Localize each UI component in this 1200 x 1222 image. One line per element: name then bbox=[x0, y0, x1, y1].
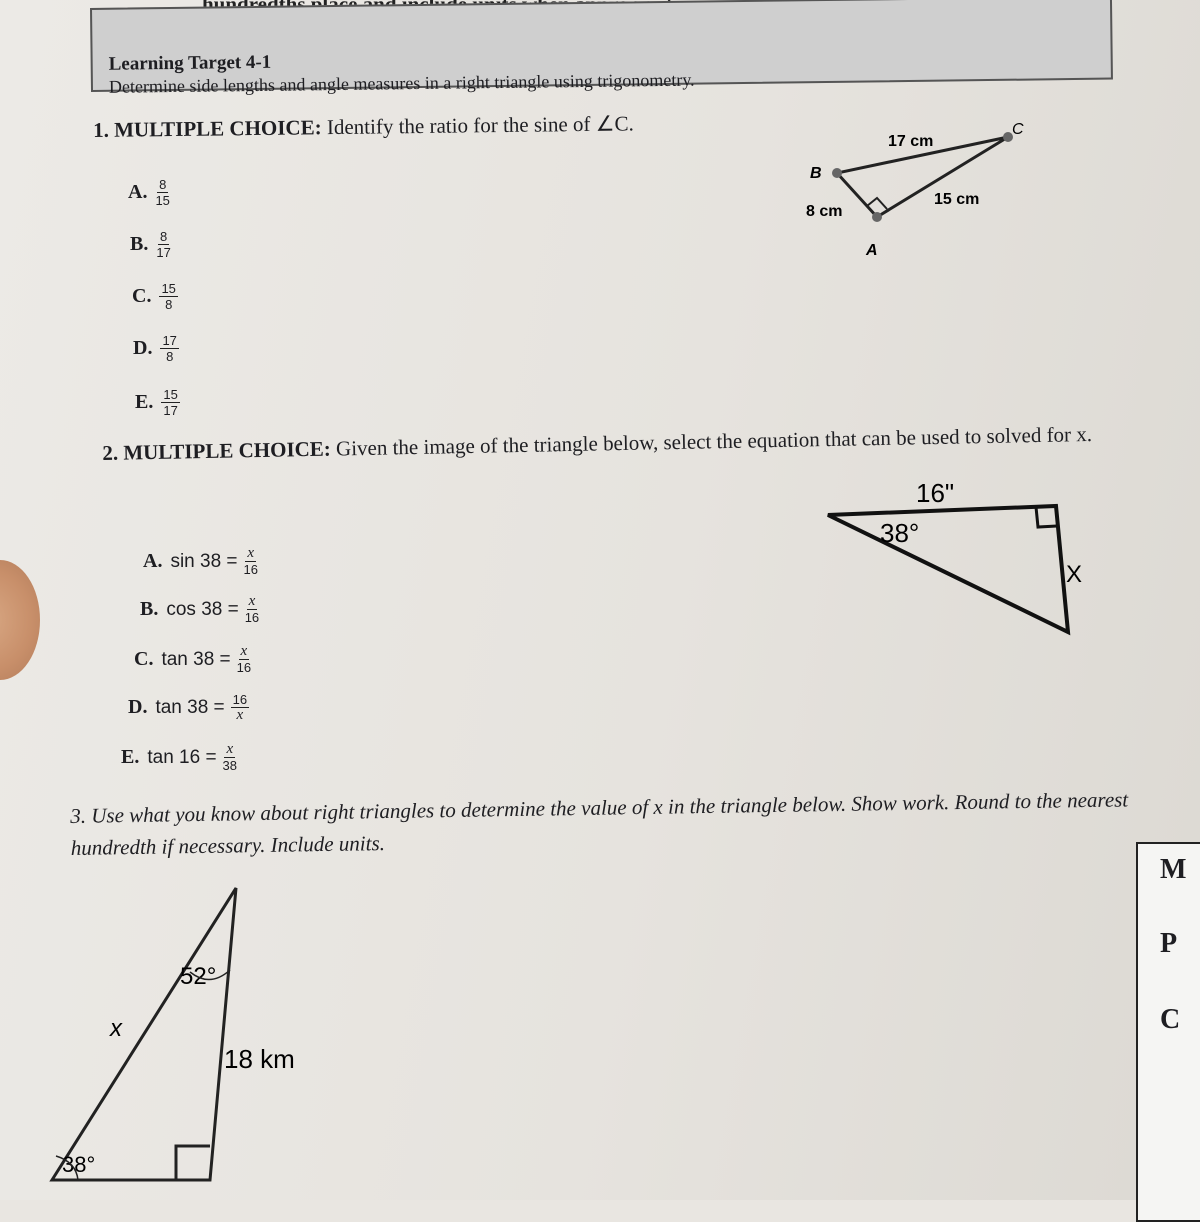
card-letter-m: M bbox=[1160, 854, 1187, 885]
learning-target-description: Determine side lengths and angle measures in a right triangle using trigonometry. bbox=[108, 69, 695, 97]
fraction-denominator: 16 bbox=[244, 610, 260, 625]
option-letter: D. bbox=[133, 337, 153, 359]
fraction-denominator: x bbox=[236, 707, 244, 723]
question-2-type: MULTIPLE CHOICE: bbox=[123, 436, 332, 465]
question-1-text: Identify the ratio for the sine of ∠C. bbox=[326, 111, 634, 140]
option-letter: A. bbox=[128, 181, 148, 203]
q1-option-e[interactable] bbox=[135, 387, 180, 418]
card-letter-c: C bbox=[1160, 1004, 1181, 1035]
side-bc-label: 17 cm bbox=[888, 133, 934, 150]
fraction-numerator: 8 bbox=[159, 229, 168, 244]
question-1-prompt bbox=[93, 111, 634, 143]
fraction-numerator: 17 bbox=[162, 333, 177, 348]
option-fraction bbox=[237, 644, 251, 675]
triangle-18km-diagram bbox=[40, 880, 320, 1200]
option-letter: B. bbox=[130, 233, 149, 255]
option-fraction bbox=[156, 229, 170, 260]
fraction-denominator: 16 bbox=[243, 562, 258, 577]
adjacent-page-card bbox=[1136, 842, 1200, 1222]
question-1-number: 1. bbox=[93, 117, 110, 142]
option-equation-lhs: tan 38 = bbox=[161, 648, 231, 670]
hypotenuse-label: x bbox=[110, 1015, 122, 1042]
option-fraction bbox=[231, 692, 249, 723]
bottom-angle-label: 38° bbox=[62, 1152, 96, 1177]
option-fraction bbox=[161, 387, 179, 418]
q2-option-b[interactable] bbox=[140, 594, 259, 625]
fraction-denominator: 8 bbox=[165, 297, 173, 312]
fraction-numerator: 15 bbox=[163, 387, 178, 402]
fraction-numerator: 8 bbox=[159, 177, 167, 192]
fraction-numerator: x bbox=[248, 593, 256, 609]
fraction-denominator: 17 bbox=[156, 245, 171, 260]
option-letter: A. bbox=[143, 550, 163, 572]
fraction-denominator: 17 bbox=[163, 403, 178, 418]
vertex-a-label: A bbox=[866, 242, 878, 259]
question-2-prompt bbox=[102, 417, 1162, 469]
option-fraction bbox=[244, 546, 258, 577]
side-ab-label: 8 cm bbox=[806, 203, 843, 220]
q2-option-a[interactable] bbox=[143, 546, 258, 577]
opposite-side-label: X bbox=[1066, 561, 1083, 588]
fraction-denominator: 38 bbox=[222, 758, 238, 773]
learning-target-box bbox=[90, 0, 1113, 97]
fraction-denominator: 8 bbox=[166, 349, 174, 364]
fraction-numerator: 16 bbox=[232, 692, 248, 707]
top-angle-label: 52° bbox=[180, 963, 217, 990]
option-fraction bbox=[155, 177, 169, 208]
option-fraction bbox=[160, 333, 178, 364]
fraction-denominator: 16 bbox=[236, 660, 252, 675]
q2-option-e[interactable] bbox=[121, 742, 237, 773]
option-letter: B. bbox=[140, 598, 159, 620]
card-letter-p: P bbox=[1160, 928, 1178, 959]
option-equation-lhs: cos 38 = bbox=[166, 598, 239, 620]
top-side-label: 16" bbox=[916, 478, 955, 508]
option-equation-lhs: tan 38 = bbox=[155, 696, 225, 718]
question-3-number: 3. bbox=[70, 803, 87, 828]
fraction-numerator: x bbox=[247, 545, 255, 561]
q1-option-d[interactable] bbox=[133, 333, 179, 364]
option-fraction bbox=[223, 742, 237, 773]
question-2-text: Given the image of the triangle below, select the equation that can be used to solved for x. bbox=[335, 421, 1093, 461]
question-2-number: 2. bbox=[102, 440, 119, 465]
triangle-abc-diagram bbox=[780, 110, 1080, 270]
question-3-text: Use what you know about right triangles to determine the value of x in the triangle below. Show work. Round to the nearest hundredth if necessary. Include units. bbox=[70, 787, 1129, 860]
option-letter: E. bbox=[121, 746, 140, 768]
question-1-type: MULTIPLE CHOICE: bbox=[113, 115, 322, 142]
fraction-numerator: x bbox=[226, 741, 234, 757]
q1-option-a[interactable] bbox=[128, 177, 170, 208]
vertex-b-label: B bbox=[810, 165, 822, 182]
side-ac-label: 15 cm bbox=[934, 191, 980, 208]
leg-label: 18 km bbox=[224, 1044, 295, 1074]
option-letter: E. bbox=[135, 391, 154, 413]
triangle-16-diagram bbox=[810, 470, 1100, 650]
q2-option-d[interactable] bbox=[128, 692, 249, 723]
vertex-c-label: C bbox=[1012, 121, 1024, 138]
option-letter: C. bbox=[132, 285, 152, 307]
thumb bbox=[0, 560, 40, 680]
fraction-numerator: x bbox=[240, 643, 248, 659]
option-equation-lhs: tan 16 = bbox=[147, 746, 217, 768]
fraction-denominator: 15 bbox=[155, 193, 170, 208]
option-fraction bbox=[245, 594, 259, 625]
angle-label: 38° bbox=[880, 518, 920, 548]
q1-option-c[interactable] bbox=[132, 281, 178, 312]
option-letter: C. bbox=[134, 648, 154, 670]
q1-option-b[interactable] bbox=[130, 229, 171, 260]
learning-target-title: Learning Target 4-1 bbox=[108, 51, 272, 75]
option-fraction bbox=[159, 281, 177, 312]
question-3-prompt bbox=[70, 783, 1151, 864]
option-equation-lhs: sin 38 = bbox=[170, 550, 238, 572]
q2-option-c[interactable] bbox=[134, 644, 251, 675]
fraction-numerator: 15 bbox=[161, 281, 176, 296]
option-letter: D. bbox=[128, 696, 148, 718]
